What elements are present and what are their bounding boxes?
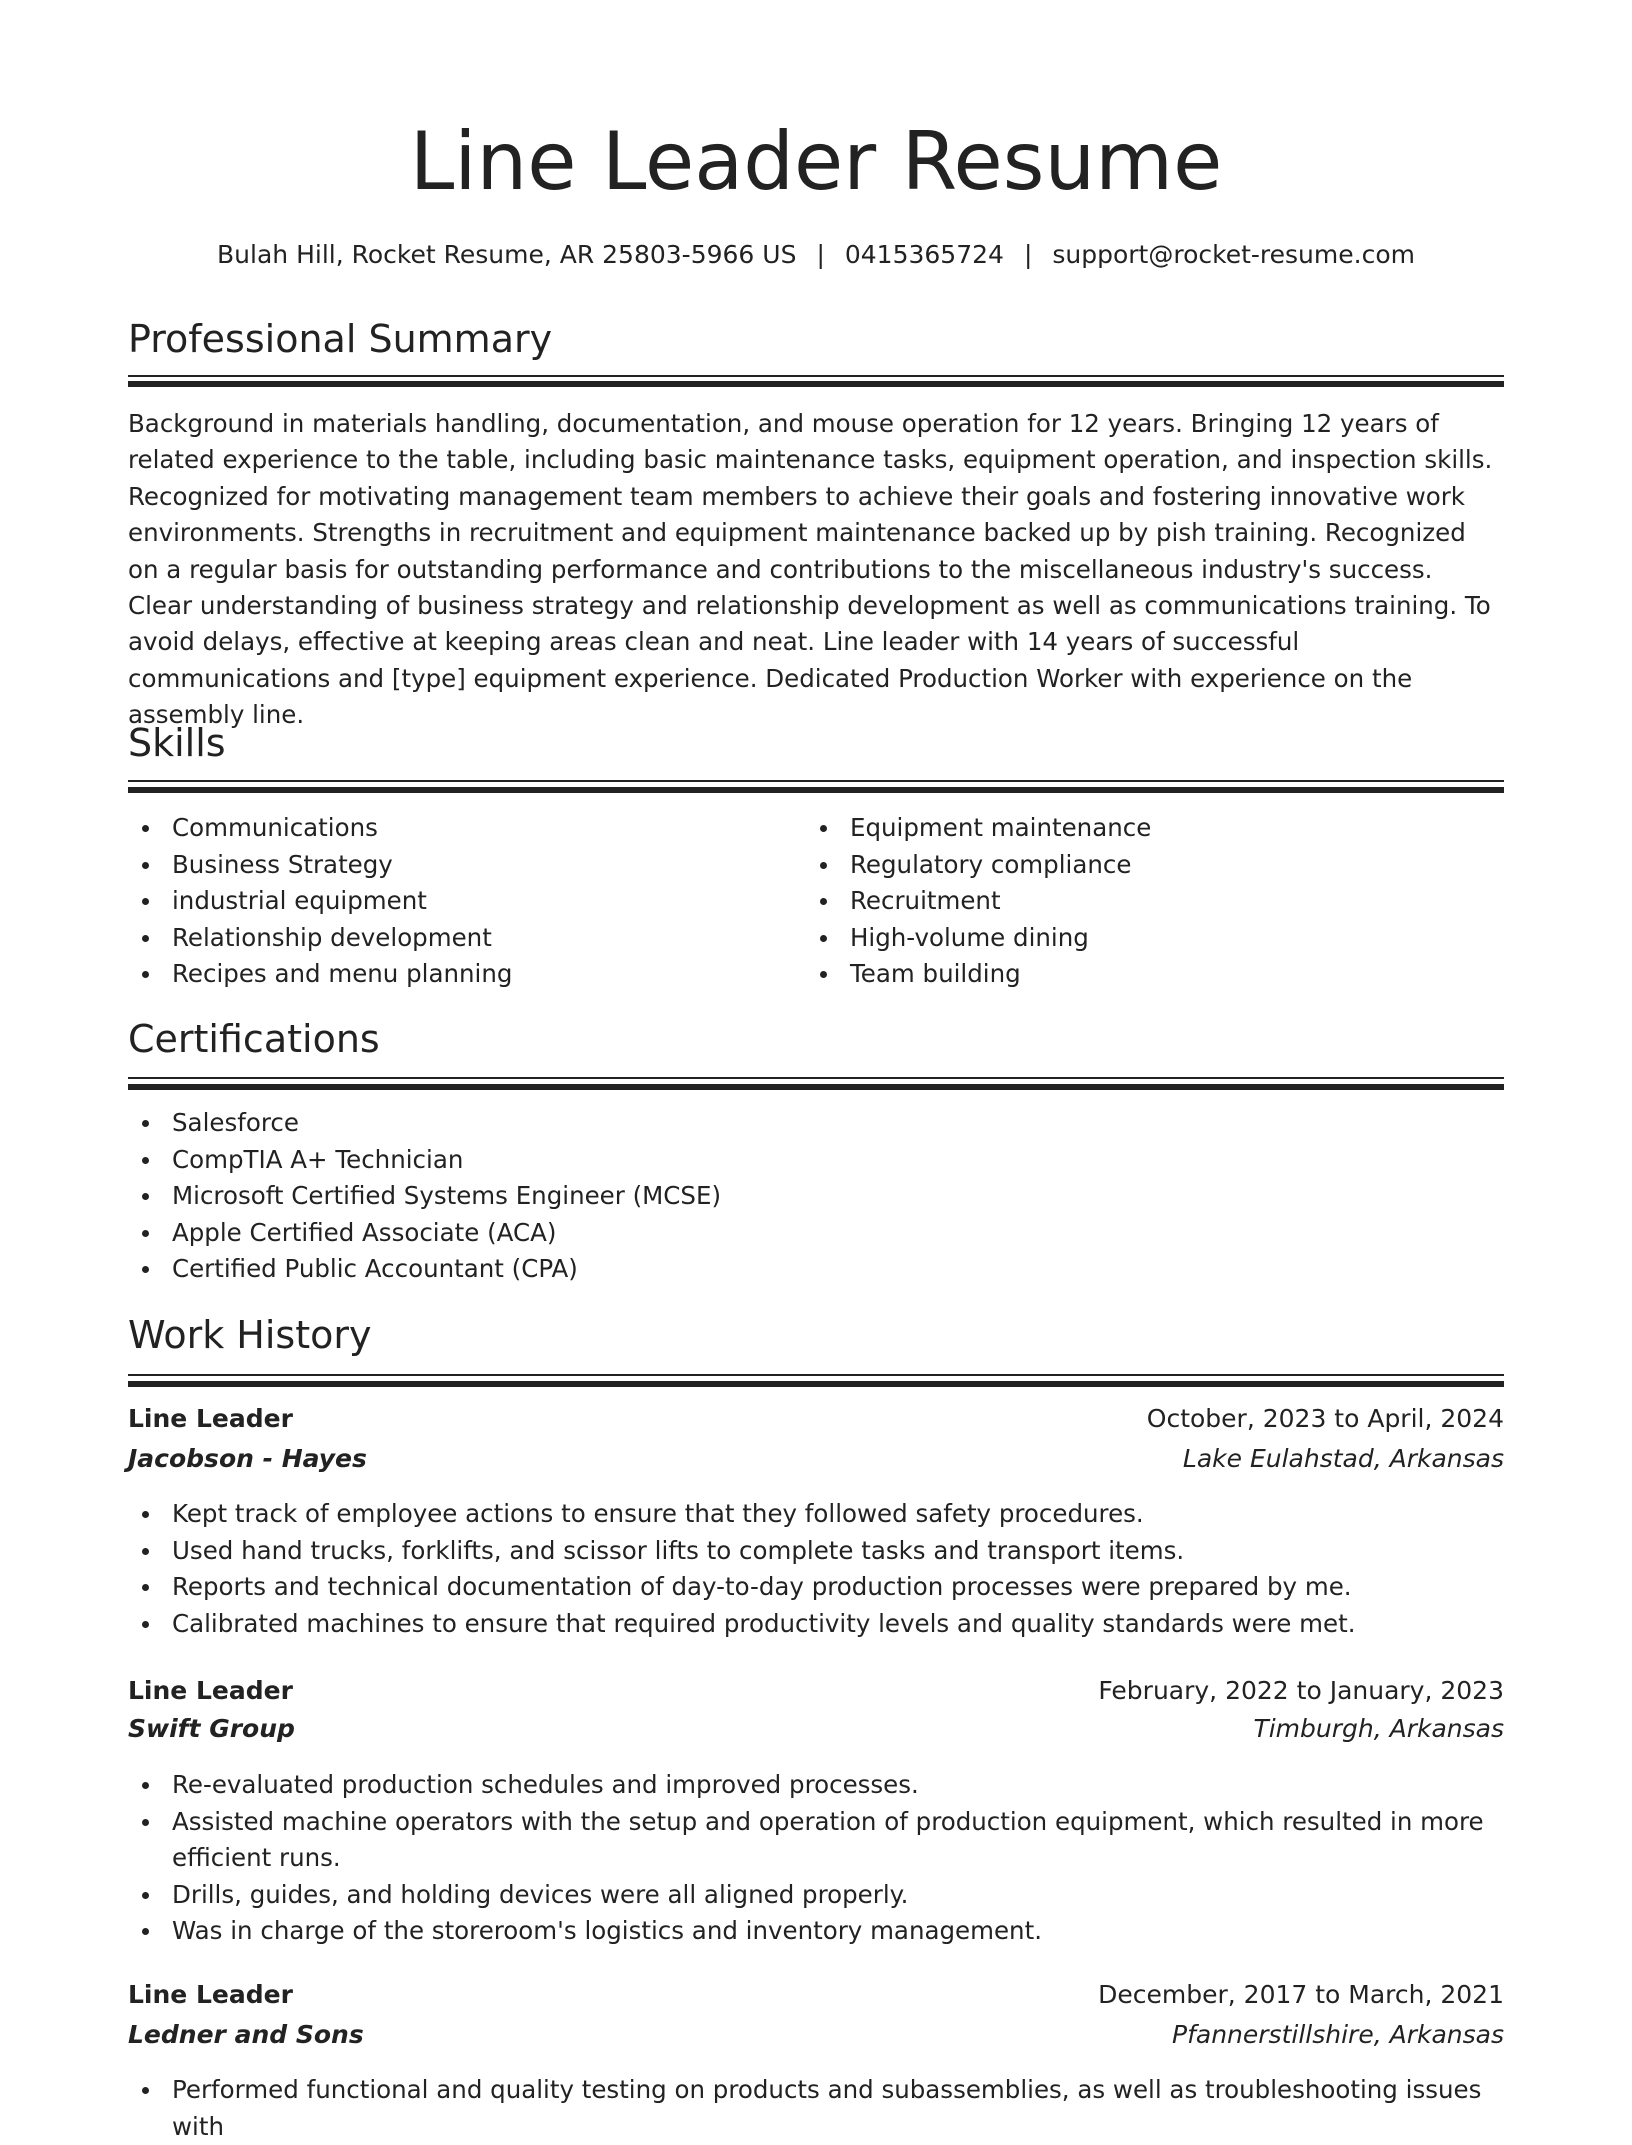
certification-item: Certified Public Accountant (CPA) [128,1251,1128,1288]
job-bullets [128,1496,1504,1642]
certification-item: Apple Certified Associate (ACA) [128,1215,1128,1252]
job-location: Lake Eulahstad, Arkansas [1182,1444,1504,1473]
job-bullet: Drills, guides, and holding devices were all aligned properly. [128,1877,1504,1914]
contact-separator: | [816,240,825,269]
section-divider-thick [128,1084,1504,1090]
job-dates: October, 2023 to April, 2024 [1146,1404,1504,1433]
skill-item: industrial equipment [128,883,788,920]
skills-section-header [128,721,1504,767]
job-bullets [128,1767,1504,1950]
job-company: Swift Group [128,1714,295,1743]
contact-email: support@rocket-resume.com [1052,240,1415,269]
resume-title: Line Leader Resume [409,115,1223,208]
certification-item: Salesforce [128,1105,1128,1142]
work-heading: Work History [128,1313,372,1357]
job-bullets [128,2072,1504,2145]
job-bullet: Kept track of employee actions to ensure that they followed safety procedures. [128,1496,1504,1533]
certification-item: Microsoft Certified Systems Engineer (MCSE) [128,1178,1128,1215]
skill-item: Business Strategy [128,847,788,884]
skill-item: High-volume dining [806,920,1466,957]
section-divider-thick [128,787,1504,793]
summary-text: Background in materials handling, documentation, and mouse operation for 12 years. Bringing 12 years of related experience to the table, including basic maintenance tasks, equipment operation, and inspection skills. Recognized for motivating management team members to achieve their goals and fostering innovative work environments. Strengths in recruitment and equipment maintenance backed up by pish training. Recognized on a regular basis for outstanding performance and contributions to the miscellaneous industry's success. Clear understanding of business strategy and relationship development as well as communications training. To avoid delays, effective at keeping areas clean and neat. Line leader with 14 years of successful communications and [type] equipment experience. Dedicated Production Worker with experience on the assembly line. [128,409,1493,730]
job-bullet: Used hand trucks, forklifts, and scissor lifts to complete tasks and transport items. [128,1533,1504,1570]
skill-item: Equipment maintenance [806,810,1466,847]
certification-item: CompTIA A+ Technician [128,1142,1128,1179]
skill-item: Communications [128,810,788,847]
skill-item: Recipes and menu planning [128,956,788,993]
skills-list-left [128,810,788,993]
job-title: Line Leader [128,1676,293,1705]
job-dates: February, 2022 to January, 2023 [1098,1676,1504,1705]
job-bullet: Was in charge of the storeroom's logistics and inventory management. [128,1913,1504,1950]
job-dates: December, 2017 to March, 2021 [1098,1980,1504,2009]
skill-item: Relationship development [128,920,788,957]
job-location: Pfannerstillshire, Arkansas [1172,2020,1504,2049]
job-title: Line Leader [128,1404,293,1433]
job-bullet: Assisted machine operators with the setup and operation of production equipment, which resulted in more efficient runs. [128,1804,1504,1877]
skills-list-right [806,810,1466,993]
job-bullet: Calibrated machines to ensure that required productivity levels and quality standards were met. [128,1606,1504,1643]
section-divider-thin [128,1374,1504,1376]
certifications-list [128,1105,1128,1288]
certifications-section-header [128,1017,1504,1063]
section-divider-thick [128,381,1504,387]
contact-line [0,240,1632,270]
skill-item: Recruitment [806,883,1466,920]
summary-heading: Professional Summary [128,317,553,361]
job-bullet: Re-evaluated production schedules and improved processes. [128,1767,1504,1804]
contact-separator: | [1023,240,1033,269]
job-bullet: Reports and technical documentation of day-to-day production processes were prepared by me. [128,1569,1504,1606]
section-divider-thick [128,1381,1504,1387]
job-location: Timburgh, Arkansas [1253,1714,1504,1743]
section-divider-thin [128,1077,1504,1079]
section-divider-thin [128,375,1504,377]
job-bullet: Performed functional and quality testing on products and subassemblies, as well as troubleshooting issues with [128,2072,1504,2145]
certifications-heading: Certifications [128,1017,380,1061]
skills-heading: Skills [128,721,226,765]
summary-section-header [128,317,1504,363]
work-section-header [128,1313,1504,1359]
job-company: Jacobson - Hayes [128,1444,367,1473]
section-divider-thin [128,780,1504,782]
job-company: Ledner and Sons [128,2020,364,2049]
job-title: Line Leader [128,1980,293,2009]
contact-address: Bulah Hill, Rocket Resume, AR 25803-5966 US [217,240,797,269]
contact-phone: 0415365724 [844,240,1004,269]
skill-item: Regulatory compliance [806,847,1466,884]
skill-item: Team building [806,956,1466,993]
